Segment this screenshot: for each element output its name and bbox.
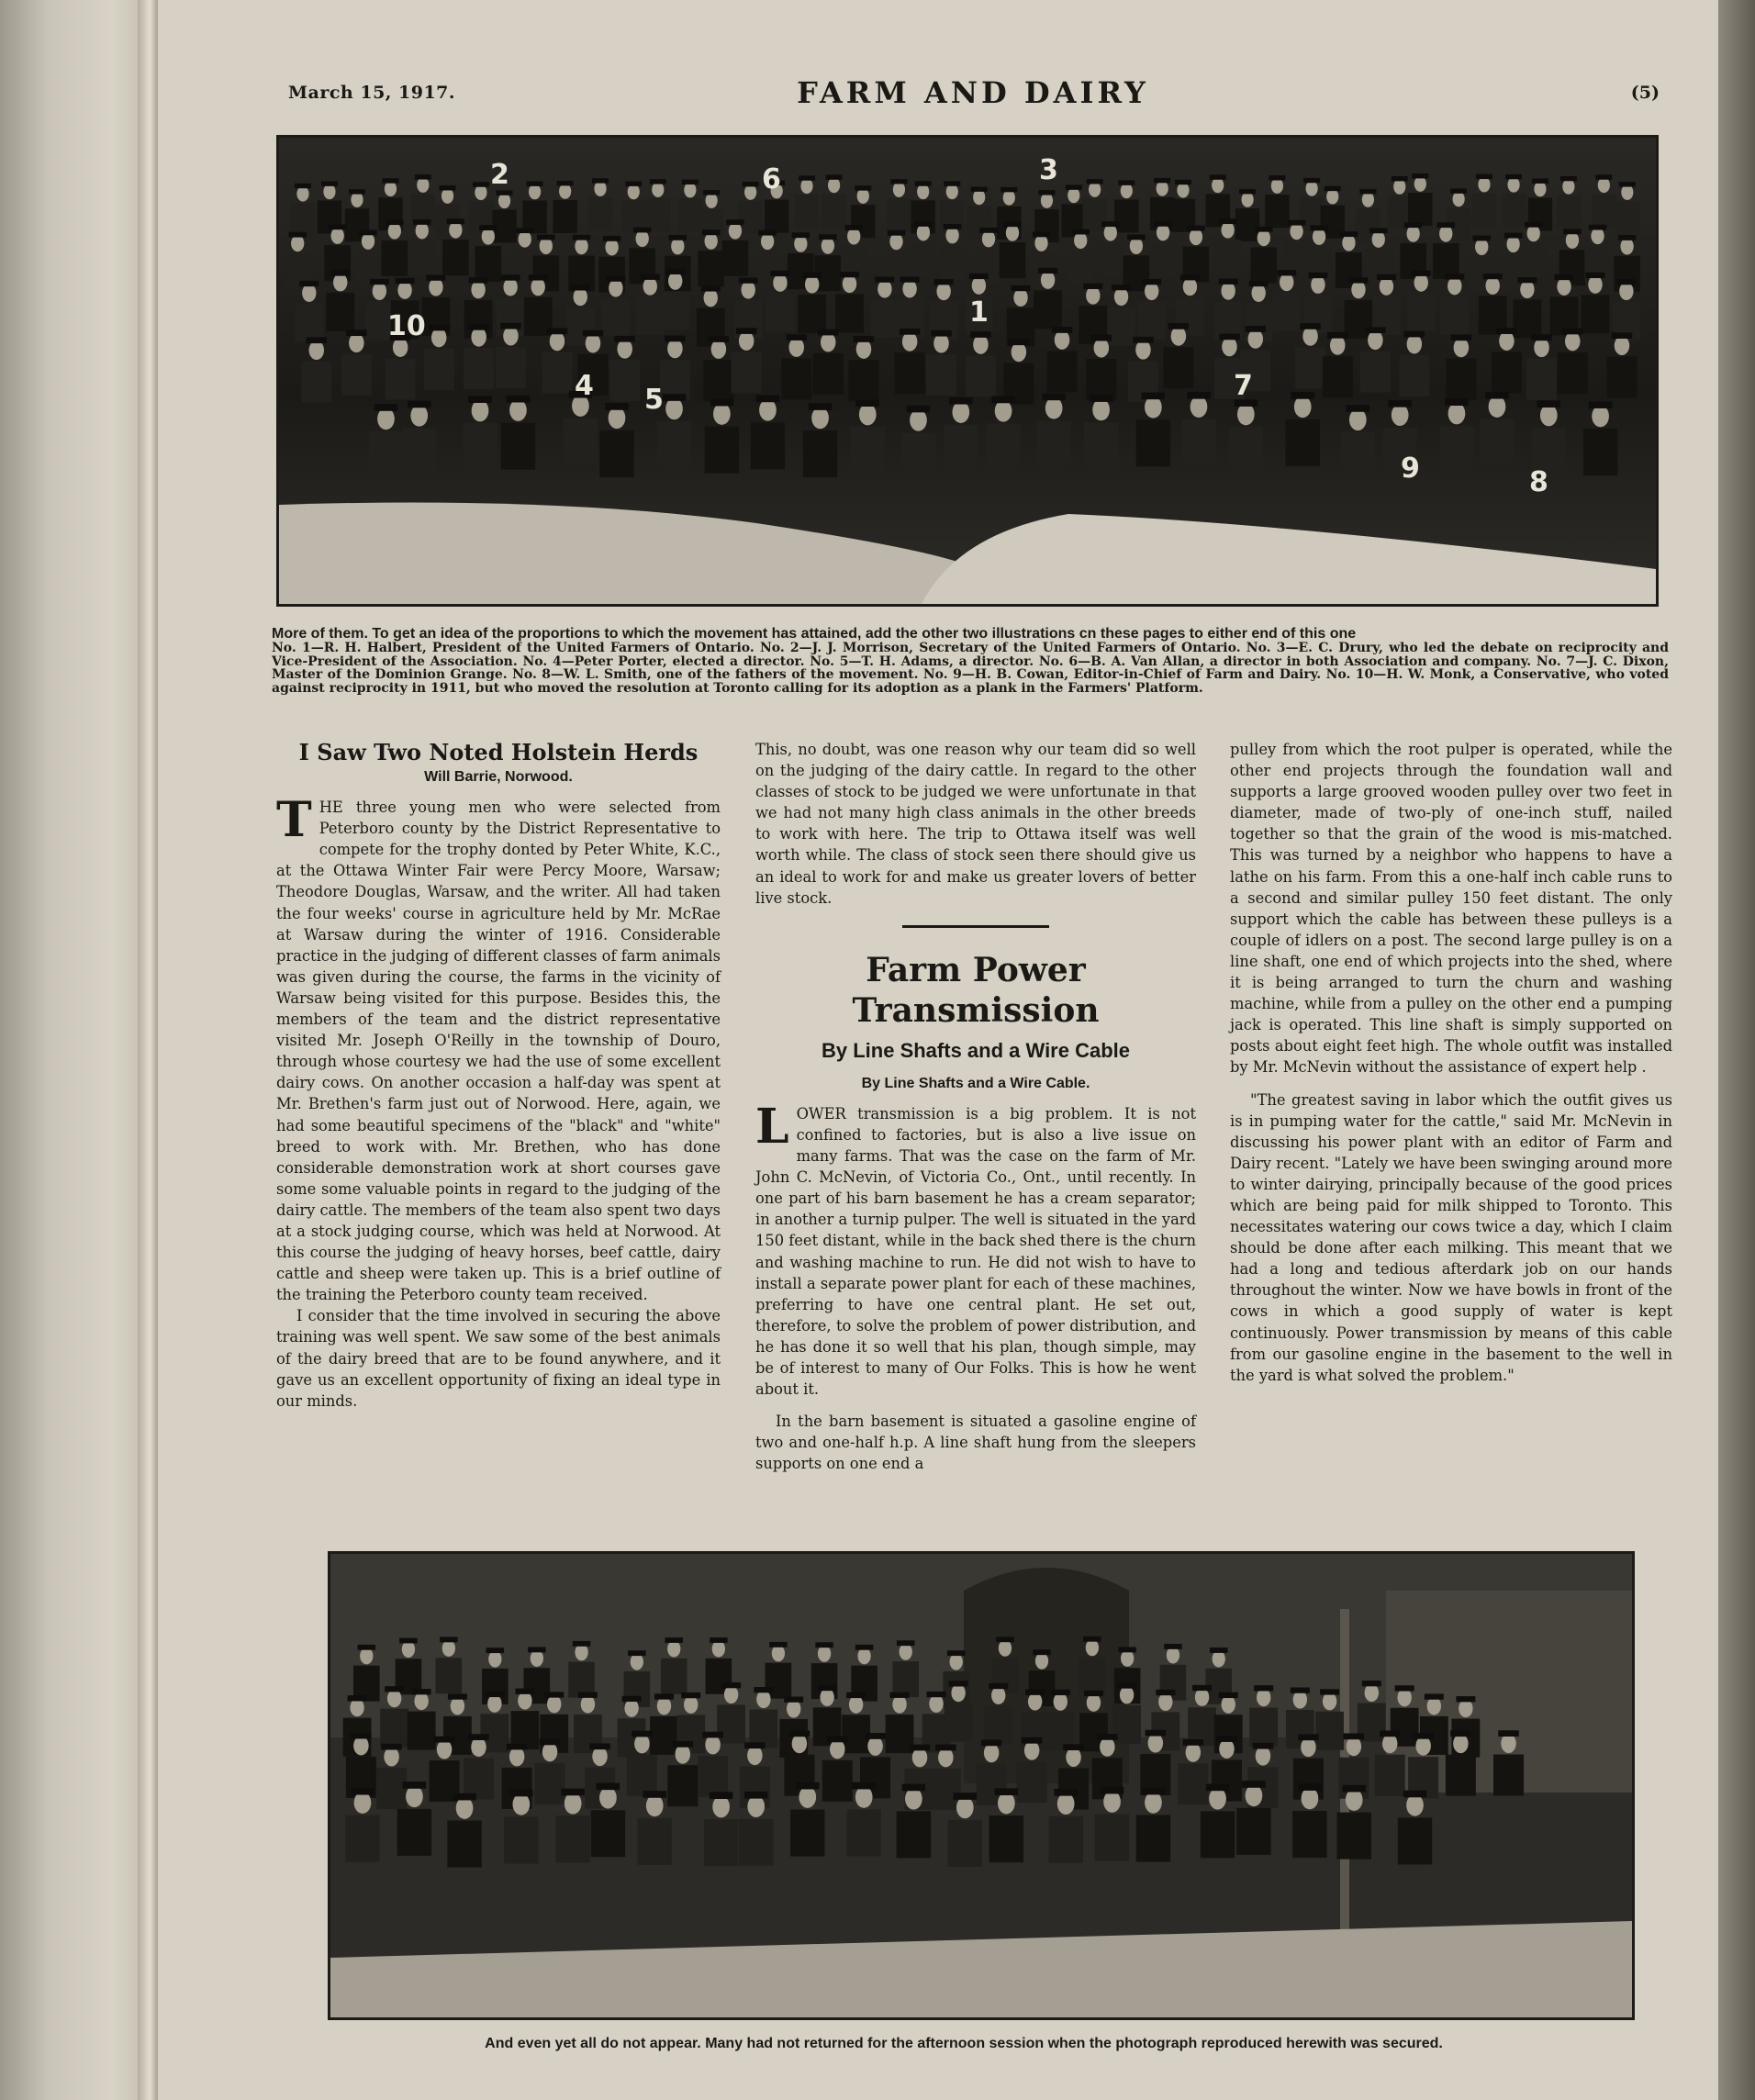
- photo-number-label: 5: [644, 384, 664, 416]
- top-group-photo: [276, 135, 1659, 607]
- article-separator-rule: [902, 925, 1049, 928]
- issue-date: March 15, 1917.: [288, 83, 456, 103]
- top-photo-caption: [272, 627, 1669, 695]
- photo-number-label: 6: [762, 163, 781, 195]
- photo-number-label: 8: [1529, 466, 1548, 498]
- article1-dropcap: T: [276, 792, 312, 849]
- column-3: [1230, 739, 1672, 1386]
- article2-byline: By Line Shafts and a Wire Cable.: [861, 1075, 1090, 1091]
- photo-number-label: 3: [1039, 154, 1058, 186]
- top-photo-image: [279, 138, 1656, 604]
- bottom-photo-image: [330, 1554, 1632, 2017]
- caption-lead: More of them. To get an idea of the proportions to which the movement has attained, add the other two illustrations cn these pages to either end of this one: [272, 626, 1357, 642]
- article2-paragraph-3: pulley from which the root pulper is operated, while the other end projects through the foundation wall and supports a large grooved wooden pulley over two feet in diameter, made of two-ply of one-inch stuff, nailed together so that the grain of the wood is mis-matched. This was turned by a neighbor who happens to have a lathe on his farm. From this a one-half inch cable runs to a second and similar pulley 150 feet distant. The only support which the cable has between these pulleys is a couple of idlers on a post. The second large pulley is on a line shaft, one end of which projects into the shed, where it is being arranged to turn the churn and washing machine, while from a pulley on the other end a pumping jack is operated. This line shaft is simply supported on posts about eight feet high. The whole outfit was installed by Mr. McNevin without the assistance of expert help .: [1230, 741, 1672, 1077]
- page-header: [275, 75, 1671, 121]
- article2-paragraph-1: LOWER transmission is a big problem. It is not confined to factories, but is also a live issue on many farms. That was the case on the farm of Mr. John C. McNevin, of Victoria Co., Ont., until recently. In one part of his barn basement he has a cream separator; in another a turnip pulper. The well is situated in the yard 150 feet distant, while in the back shed there is the churn and washing machine to run. He did not wish to have to install a separate power plant for each of these machines, preferring to have one central plant. He set out, therefore, to solve the problem of power distribution, and he has done it so well that his plan, though simple, may be of interest to many of Our Folks. This is how he went about it.: [755, 1098, 1196, 1399]
- photo-number-label: 2: [490, 159, 509, 191]
- article2-paragraph-4: "The greatest saving in labor which the outfit gives us is in pumping water for the cattle," said Mr. McNevin in discussing his power plant with an editor of Farm and Dairy recent. "Lately we have been swinging around more to winter dairying, principally because of the good prices which are being paid for milk shipped to Toronto. This necessitates watering our cows twice a day, which I claim should be done after each milking. This meant that we had a long and tedious afterdark job on our hands throughout the winter. Now we have bowls in front of the cows in which a good supply of water is kept continuously. Power transmission by means of this cable from our gasoline engine in the basement to the well in the yard is what solved the problem.": [1230, 1090, 1672, 1384]
- article2-dropcap: L: [755, 1098, 789, 1155]
- article1-title: I Saw Two Noted Holstein Herds: [298, 739, 699, 765]
- photo-number-label: 4: [575, 370, 594, 402]
- bottom-photo-caption: And even yet all do not appear. Many had not returned for the afternoon session when the photograph reproduced herewith was secured.: [485, 2036, 1443, 2051]
- column-2: [755, 739, 1196, 1474]
- photo-number-label: 1: [969, 296, 989, 329]
- caption-body: No. 1—R. H. Halbert, President of the United Farmers of Ontario. No. 2—J. J. Morrison, Secretary of the United Farmers of Ontario. No. 3—E. C. Drury, who led the debate on reciprocity and Vice-President of the Association. No. 4—Peter Porter, elected a director. No. 5—T. H. Adams, a director. No. 6—B. A. Van Allan, a director in both Association and company. No. 7—J. C. Dixon, Master of the Dominion Grange. No. 8—W. L. Smith, one of the fathers of the movement. No. 9—H. B. Cowan, Editor-in-Chief of Farm and Dairy. No. 10—H. W. Monk, a Conservative, who voted against reciprocity in 1911, but who moved the resolution at Toronto calling for its adoption as a plank in the Farmers' Platform.: [272, 641, 1669, 696]
- page-shadow-edge: [1718, 0, 1755, 2100]
- article1-paragraph-1: THE three young men who were selected from Peterboro county by the District Representative to compete for the trophy donted by Peter White, K.C., at the Ottawa Winter Fair were Percy Moore, Warsaw; Theodore Douglas, Warsaw, and the writer. All had taken the four weeks' course in agriculture held by Mr. McRae at Warsaw during the winter of 1916. Considerable practice in the judging of different classes of farm animals was given during the course, the farms in the vicinity of Warsaw being visited for this purpose. Besides this, the members of the team and the district representative visited Mr. Joseph O'Reilly in the township of Douro, through whose courtesy we had the use of some excellent dairy cows. On another occasion a half-day was spent at Mr. Brethen's farm just out of Norwood. Here, again, we had some beautiful specimens of the "black" and "white" breed to work with. Mr. Brethen, who has done considerable demonstration work at short courses gave some some valuable points in regard to the judging of the dairy cattle. The members of the team also spent two days at a stock judging course, which was held at Norwood. At this course the judging of heavy horses, beef cattle, dairy cattle and sheep were taken up. This is a brief outline of the training the Peterboro county team received.: [276, 792, 721, 1304]
- page-binding: [0, 0, 161, 2100]
- article2-subtitle: By Line Shafts and a Wire Cable: [822, 1038, 1130, 1062]
- photo-number-label: 7: [1234, 370, 1253, 402]
- binding-edge: [138, 0, 158, 2100]
- article1-paragraph-3: This, no doubt, was one reason why our team did so well on the judging of the dairy cattle. In regard to the other classes of stock to be judged we were unfortunate in that we had not many high class animals in the other breeds to work with here. The trip to Ottawa itself was well worth while. The class of stock seen there should give us an ideal to work for and make us greater lovers of better live stock.: [755, 741, 1196, 907]
- article1-paragraph-2: I consider that the time involved in securing the above training was well spent. We saw some of the best animals of the dairy breed that are to be found anywhere, and it gave us an excellent opportunity of fixing an ideal type in our minds.: [276, 1307, 721, 1410]
- article1-byline: Will Barrie, Norwood.: [424, 769, 573, 785]
- page-number: (5): [1630, 83, 1660, 103]
- article2-title: Farm Power Transmission: [852, 950, 1100, 1030]
- article2-paragraph-2: In the barn basement is situated a gasoline engine of two and one-half h.p. A line shaft hung from the sleepers supports on one end a: [755, 1413, 1196, 1473]
- column-1: [276, 739, 721, 1412]
- masthead: FARM AND DAIRY: [797, 75, 1149, 110]
- photo-number-label: 9: [1401, 452, 1420, 485]
- photo-number-label: 10: [387, 310, 426, 342]
- bottom-group-photo: [328, 1551, 1635, 2020]
